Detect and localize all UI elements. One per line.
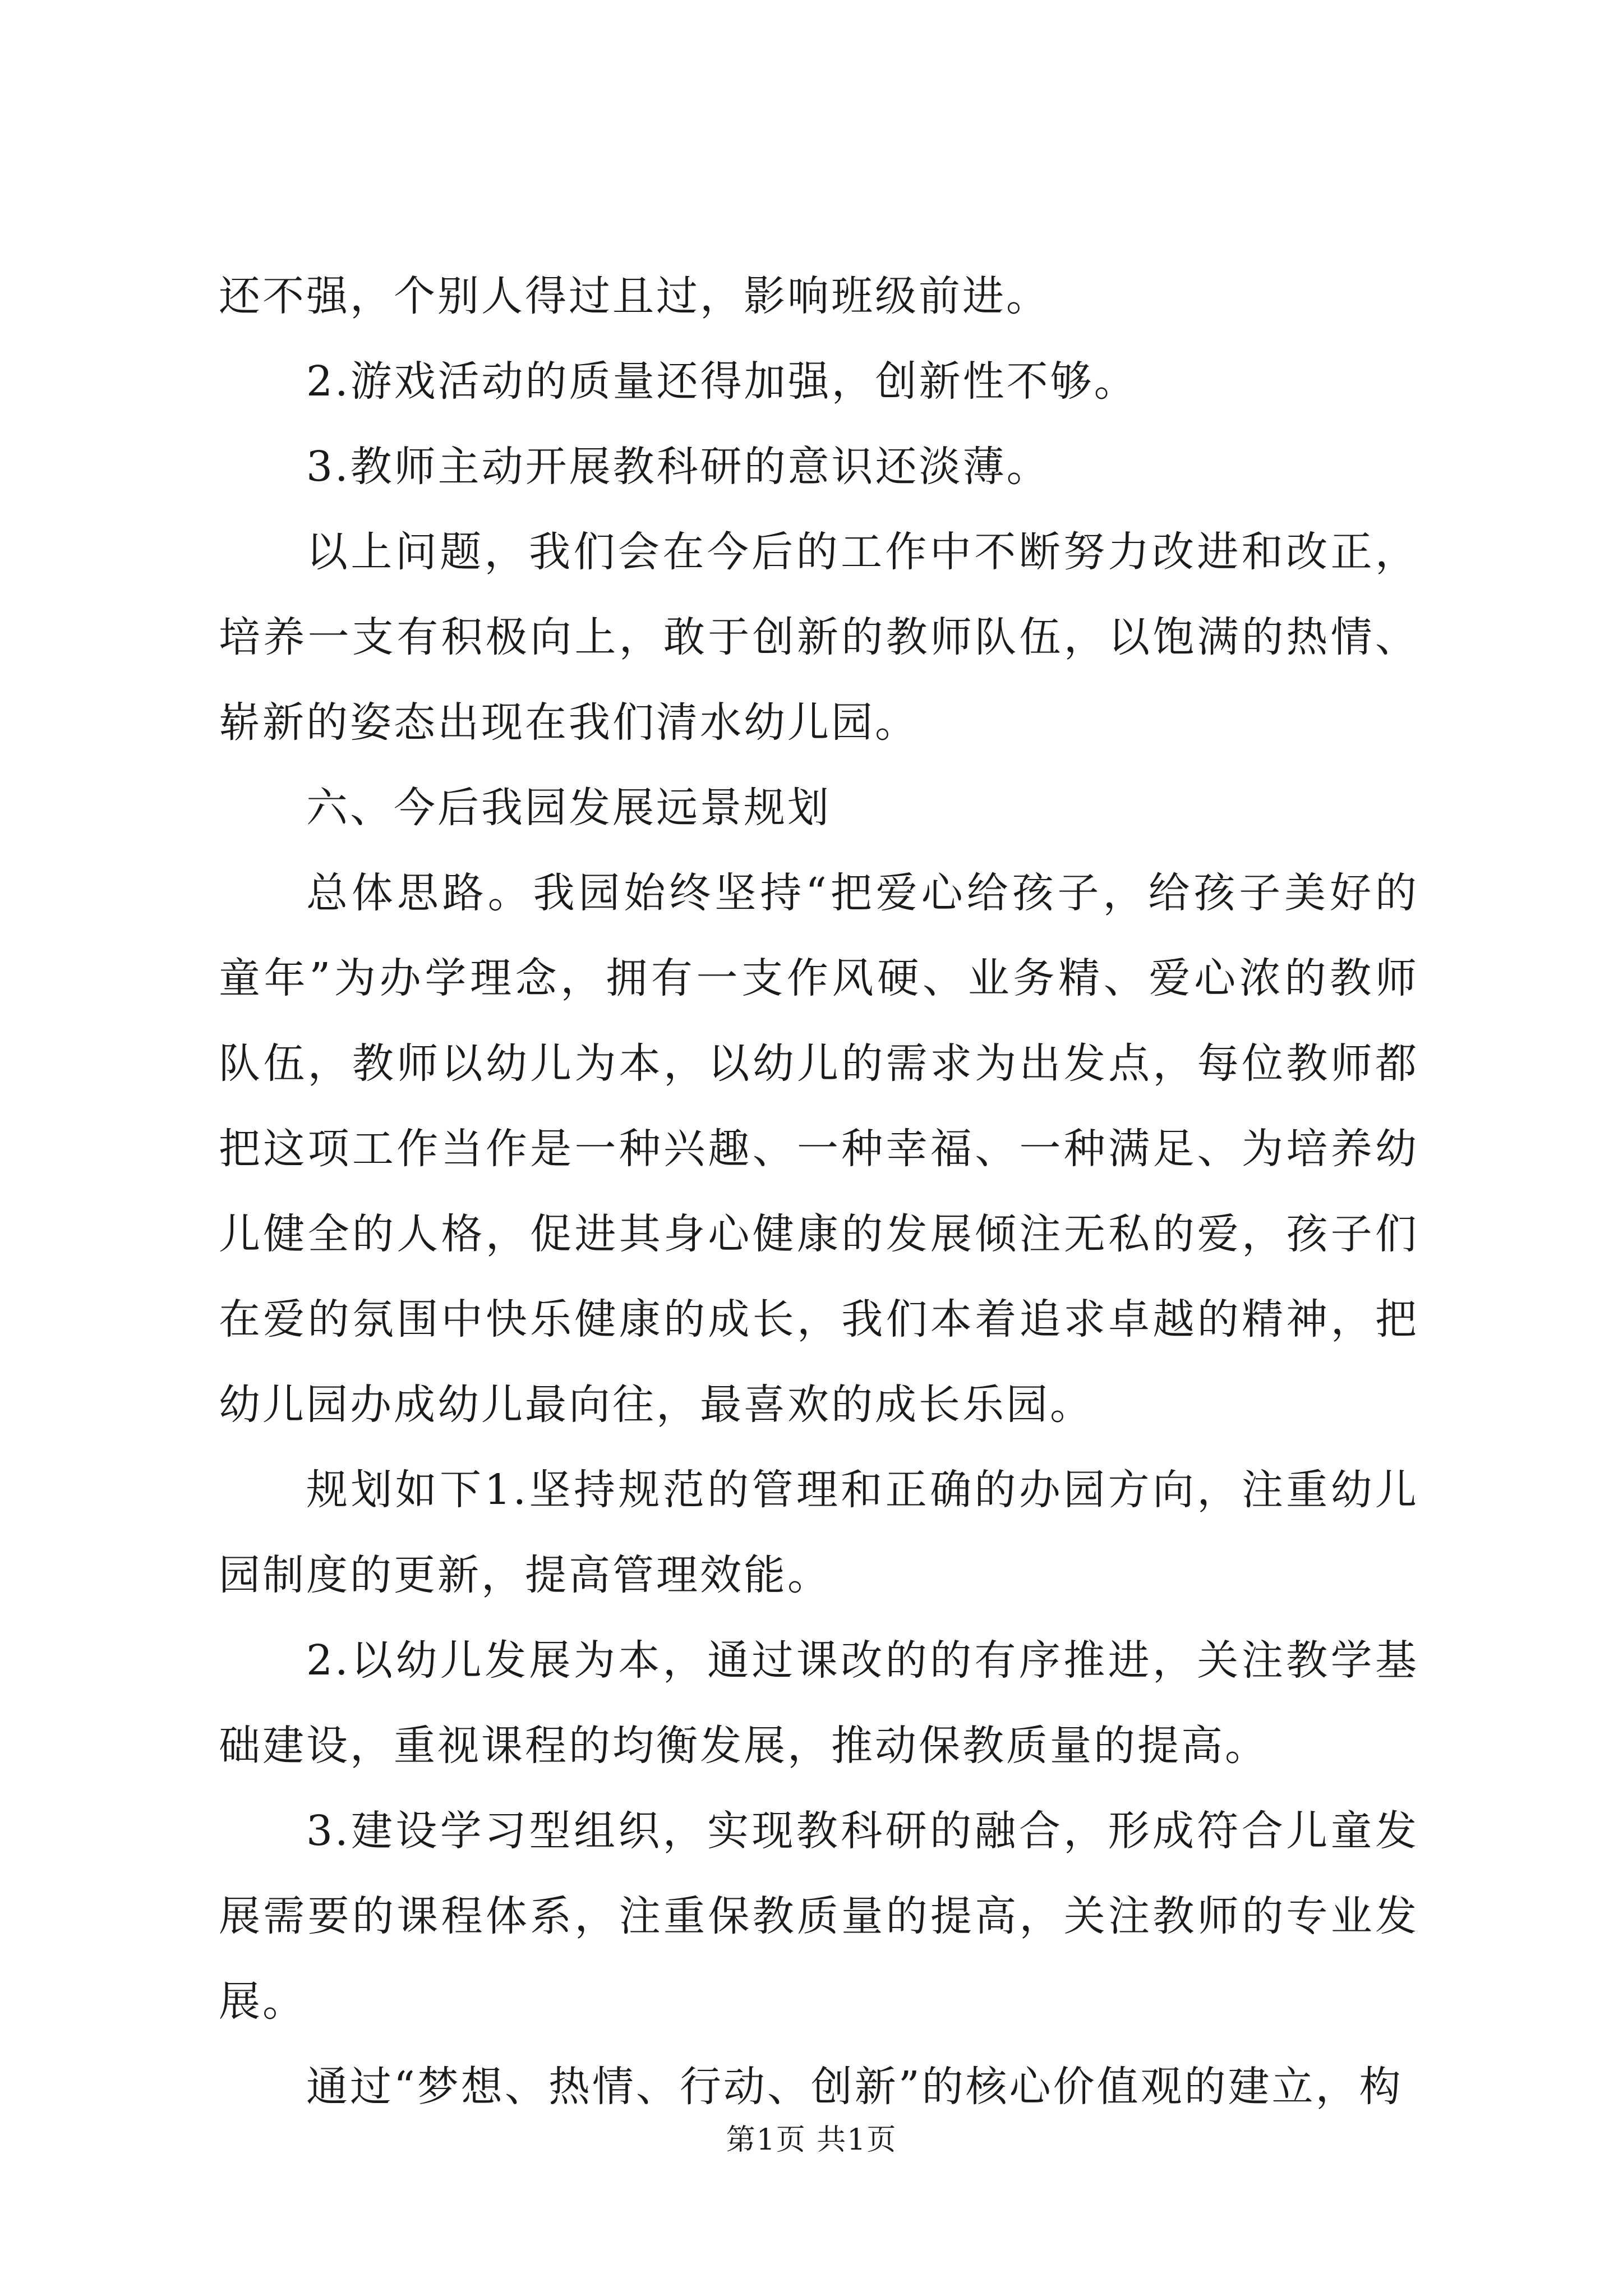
paragraph-core-values: 通过“梦想、热情、行动、创新”的核心价值观的建立，构 xyxy=(306,2063,1403,2111)
document-body xyxy=(219,254,1419,2129)
paragraph-plan-item-3: 3.建设学习型组织，实现教科研的融合，形成符合儿童发展需要的课程体系，注重保教质量的提高，关注教师的专业发展。 xyxy=(219,1807,1419,2026)
paragraph-continuation: 还不强，个别人得过且过，影响班级前进。 xyxy=(219,272,1050,320)
paragraph-overall-approach: 总体思路。我园始终坚持“把爱心给孩子，给孩子美好的童年”为办学理念，拥有一支作风硬、业务精、爱心浓的教师队伍，教师以幼儿为本，以幼儿的需求为出发点，每位教师都把这项工作当作是一种兴趣、一种幸福、一种满足、为培养幼儿健全的人格，促进其身心健康的发展倾注无私的爱，孩子们在爱的氛围中快乐健康的成长，我们本着追求卓越的精神，把幼儿园办成幼儿最向往，最喜欢的成长乐园。 xyxy=(219,869,1419,1429)
paragraph-improvement: 以上问题，我们会在今后的工作中不断努力改进和改正，培养一支有积极向上，敢于创新的教师队伍，以饱满的热情、崭新的姿态出现在我们清水幼儿园。 xyxy=(219,528,1419,747)
paragraph-item-2: 2.游戏活动的质量还得加强，创新性不够。 xyxy=(306,357,1138,406)
paragraph-item-3: 3.教师主动开展教科研的意识还淡薄。 xyxy=(306,443,1050,491)
paragraph-plan-item-2: 2.以幼儿发展为本，通过课改的的有序推进，关注教学基础建设，重视课程的均衡发展，推动保教质量的提高。 xyxy=(219,1636,1419,1770)
section-heading-six: 六、今后我园发展远景规划 xyxy=(306,784,831,832)
paragraph-plan-item-1: 规划如下1.坚持规范的管理和正确的办园方向，注重幼儿园制度的更新，提高管理效能。 xyxy=(219,1466,1419,1599)
page-footer: 第1页 共1页 xyxy=(726,2123,897,2157)
